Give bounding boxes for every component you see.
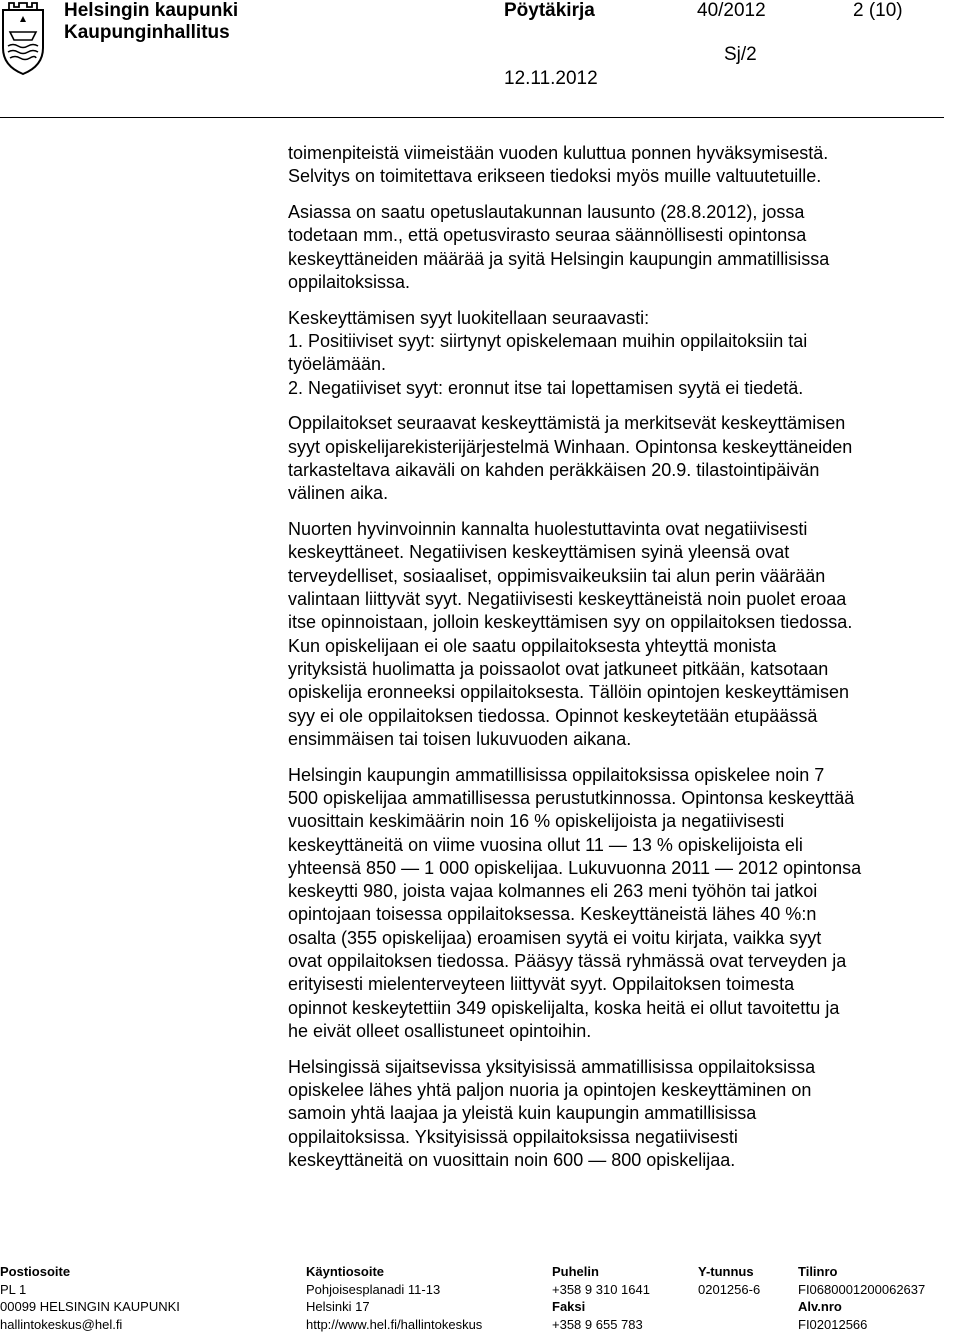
footer-heading: Faksi: [552, 1298, 650, 1316]
helsinki-crest-icon: [0, 0, 46, 76]
footer-line: +358 9 310 1641: [552, 1281, 650, 1299]
text-line: valintaan liittyvät syyt. Negatiivisesti keskeyttäneistä noin puolet eroaa: [288, 588, 948, 611]
footer-visiting-address: [306, 1263, 482, 1333]
text-line: syy ei ole oppilaitoksen tiedossa. Opinnot keskeytetään etupäässä: [288, 705, 948, 728]
text-line: oppilaitoksissa.: [288, 271, 948, 294]
text-line: keskeyttäneitä on viime vuosina ollut 11 — 13 % opiskelijoista eli: [288, 834, 948, 857]
text-line: 2. Negatiiviset syyt: eronnut itse tai lopettamisen syytä ei tiedetä.: [288, 377, 948, 400]
text-line: Keskeyttämisen syyt luokitellaan seuraavasti:: [288, 307, 948, 330]
paragraph: [288, 142, 948, 189]
footer-line: Helsinki 17: [306, 1298, 482, 1316]
footer-postal-address: [0, 1263, 180, 1333]
paragraph: [288, 307, 948, 400]
text-line: opinnot keskeytettiin 349 opiskelijalta, koska heitä ei ollut tavoitettu ja: [288, 997, 948, 1020]
organization-unit: Kaupunginhallitus: [64, 22, 230, 44]
footer-line: Pohjoisesplanadi 11-13: [306, 1281, 482, 1299]
document-body: [288, 142, 948, 1185]
footer-heading: Postiosoite: [0, 1263, 180, 1281]
footer-business-id: [698, 1263, 760, 1298]
page-number: 2 (10): [853, 0, 903, 22]
text-line: Asiassa on saatu opetuslautakunnan lausunto (28.8.2012), jossa: [288, 201, 948, 224]
paragraph: [288, 764, 948, 1044]
text-line: yrityksistä huolimatta ja poissaolot ovat jatkuneet pitkään, katsotaan: [288, 658, 948, 681]
footer-line: FI02012566: [798, 1316, 925, 1333]
header-divider: [0, 117, 944, 118]
text-line: samoin yhtä laajaa ja yleistä kuin kaupungin ammatillisissa: [288, 1102, 948, 1125]
text-line: terveydelliset, sosiaaliset, oppimisvaikeuksiin tai alun perin väärään: [288, 565, 948, 588]
text-line: erityisesti mielenterveyteen liittyvät syyt. Oppilaitoksen toimesta: [288, 973, 948, 996]
text-line: toimenpiteistä viimeistään vuoden kuluttua ponnen hyväksymisestä.: [288, 142, 948, 165]
text-line: he eivät olleet osallistuneet opintoihin.: [288, 1020, 948, 1043]
footer-line: FI0680001200062637: [798, 1281, 925, 1299]
footer-account: [798, 1263, 925, 1333]
text-line: keskeyttäneet. Negatiivisen keskeyttämisen syinä yleensä ovat: [288, 541, 948, 564]
text-line: todetaan mm., että opetusvirasto seuraa säännöllisesti opintonsa: [288, 224, 948, 247]
footer-heading: Käyntiosoite: [306, 1263, 482, 1281]
text-line: Kun opiskelijaan ei ole saatu oppilaitoksesta yhteyttä monista: [288, 635, 948, 658]
text-line: opiskelija eronneeksi oppilaitoksesta. Tällöin opintojen keskeyttämisen: [288, 681, 948, 704]
text-line: Selvitys on toimitettava erikseen tiedoksi myös muille valtuutetuille.: [288, 165, 948, 188]
footer-line: 0201256-6: [698, 1281, 760, 1299]
text-line: syyt opiskelijarekisterijärjestelmä Winhaan. Opintonsa keskeyttäneiden: [288, 436, 948, 459]
text-line: opintojaan toisessa oppilaitoksessa. Keskeyttäneistä lähes 40 %:n: [288, 903, 948, 926]
footer-email: hallintokeskus@hel.fi: [0, 1316, 180, 1333]
footer-line: +358 9 655 783: [552, 1316, 650, 1333]
section-reference: Sj/2: [724, 44, 757, 66]
footer-heading: Alv.nro: [798, 1298, 925, 1316]
text-line: Oppilaitokset seuraavat keskeyttämistä ja merkitsevät keskeyttämisen: [288, 412, 948, 435]
paragraph: [288, 1056, 948, 1172]
text-line: osalta (355 opiskelijaa) eroamisen syytä ei voitu kirjata, vaikka syyt: [288, 927, 948, 950]
document-number: 40/2012: [697, 0, 766, 22]
footer-heading: Puhelin: [552, 1263, 650, 1281]
text-line: itse opinnoistaan, jolloin keskeyttämisen syy on oppilaitoksen tiedossa.: [288, 611, 948, 634]
footer-line: PL 1: [0, 1281, 180, 1299]
text-line: 1. Positiiviset syyt: siirtynyt opiskelemaan muihin oppilaitoksiin tai: [288, 330, 948, 353]
text-line: vuosittain keskimäärin noin 16 % opiskelijoista ja negatiivisesti: [288, 810, 948, 833]
text-line: yhteensä 850 — 1 000 opiskelijaa. Lukuvuonna 2011 — 2012 opintonsa: [288, 857, 948, 880]
text-line: 500 opiskelijaa ammatillisessa perustutkinnossa. Opintonsa keskeyttää: [288, 787, 948, 810]
text-line: Helsingin kaupungin ammatillisissa oppilaitoksissa opiskelee noin 7: [288, 764, 948, 787]
text-line: keskeyttäneiden määrää ja syitä Helsingin kaupungin ammatillisissa: [288, 248, 948, 271]
paragraph: [288, 412, 948, 505]
text-line: tarkasteltava aikaväli on kahden peräkkäisen 20.9. tilastointipäivän: [288, 459, 948, 482]
document-type: Pöytäkirja: [504, 0, 595, 22]
text-line: välinen aika.: [288, 482, 948, 505]
text-line: ensimmäisen tai toisen lukuvuoden aikana.: [288, 728, 948, 751]
text-line: keskeyttäneitä on vuosittain noin 600 — 800 opiskelijaa.: [288, 1149, 948, 1172]
text-line: työelämään.: [288, 353, 948, 376]
footer-line: 00099 HELSINGIN KAUPUNKI: [0, 1298, 180, 1316]
paragraph: [288, 201, 948, 294]
text-line: keskeytti 980, joista vajaa kolmannes eli 263 meni työhön tai jatkoi: [288, 880, 948, 903]
text-line: Nuorten hyvinvoinnin kannalta huolestuttavinta ovat negatiivisesti: [288, 518, 948, 541]
footer-url: http://www.hel.fi/hallintokeskus: [306, 1316, 482, 1333]
text-line: ovat oppilaitoksen tiedossa. Pääsyy tässä ryhmässä ovat terveyden ja: [288, 950, 948, 973]
document-date: 12.11.2012: [504, 68, 598, 90]
text-line: oppilaitoksissa. Yksityisissä oppilaitoksissa negatiivisesti: [288, 1126, 948, 1149]
footer-heading: Tilinro: [798, 1263, 925, 1281]
text-line: opiskelee lähes yhtä paljon nuoria ja opintojen keskeyttäminen on: [288, 1079, 948, 1102]
footer-heading: Y-tunnus: [698, 1263, 760, 1281]
organization-name: Helsingin kaupunki: [64, 0, 238, 22]
paragraph: [288, 518, 948, 751]
footer-phone: [552, 1263, 650, 1333]
text-line: Helsingissä sijaitsevissa yksityisissä ammatillisissa oppilaitoksissa: [288, 1056, 948, 1079]
